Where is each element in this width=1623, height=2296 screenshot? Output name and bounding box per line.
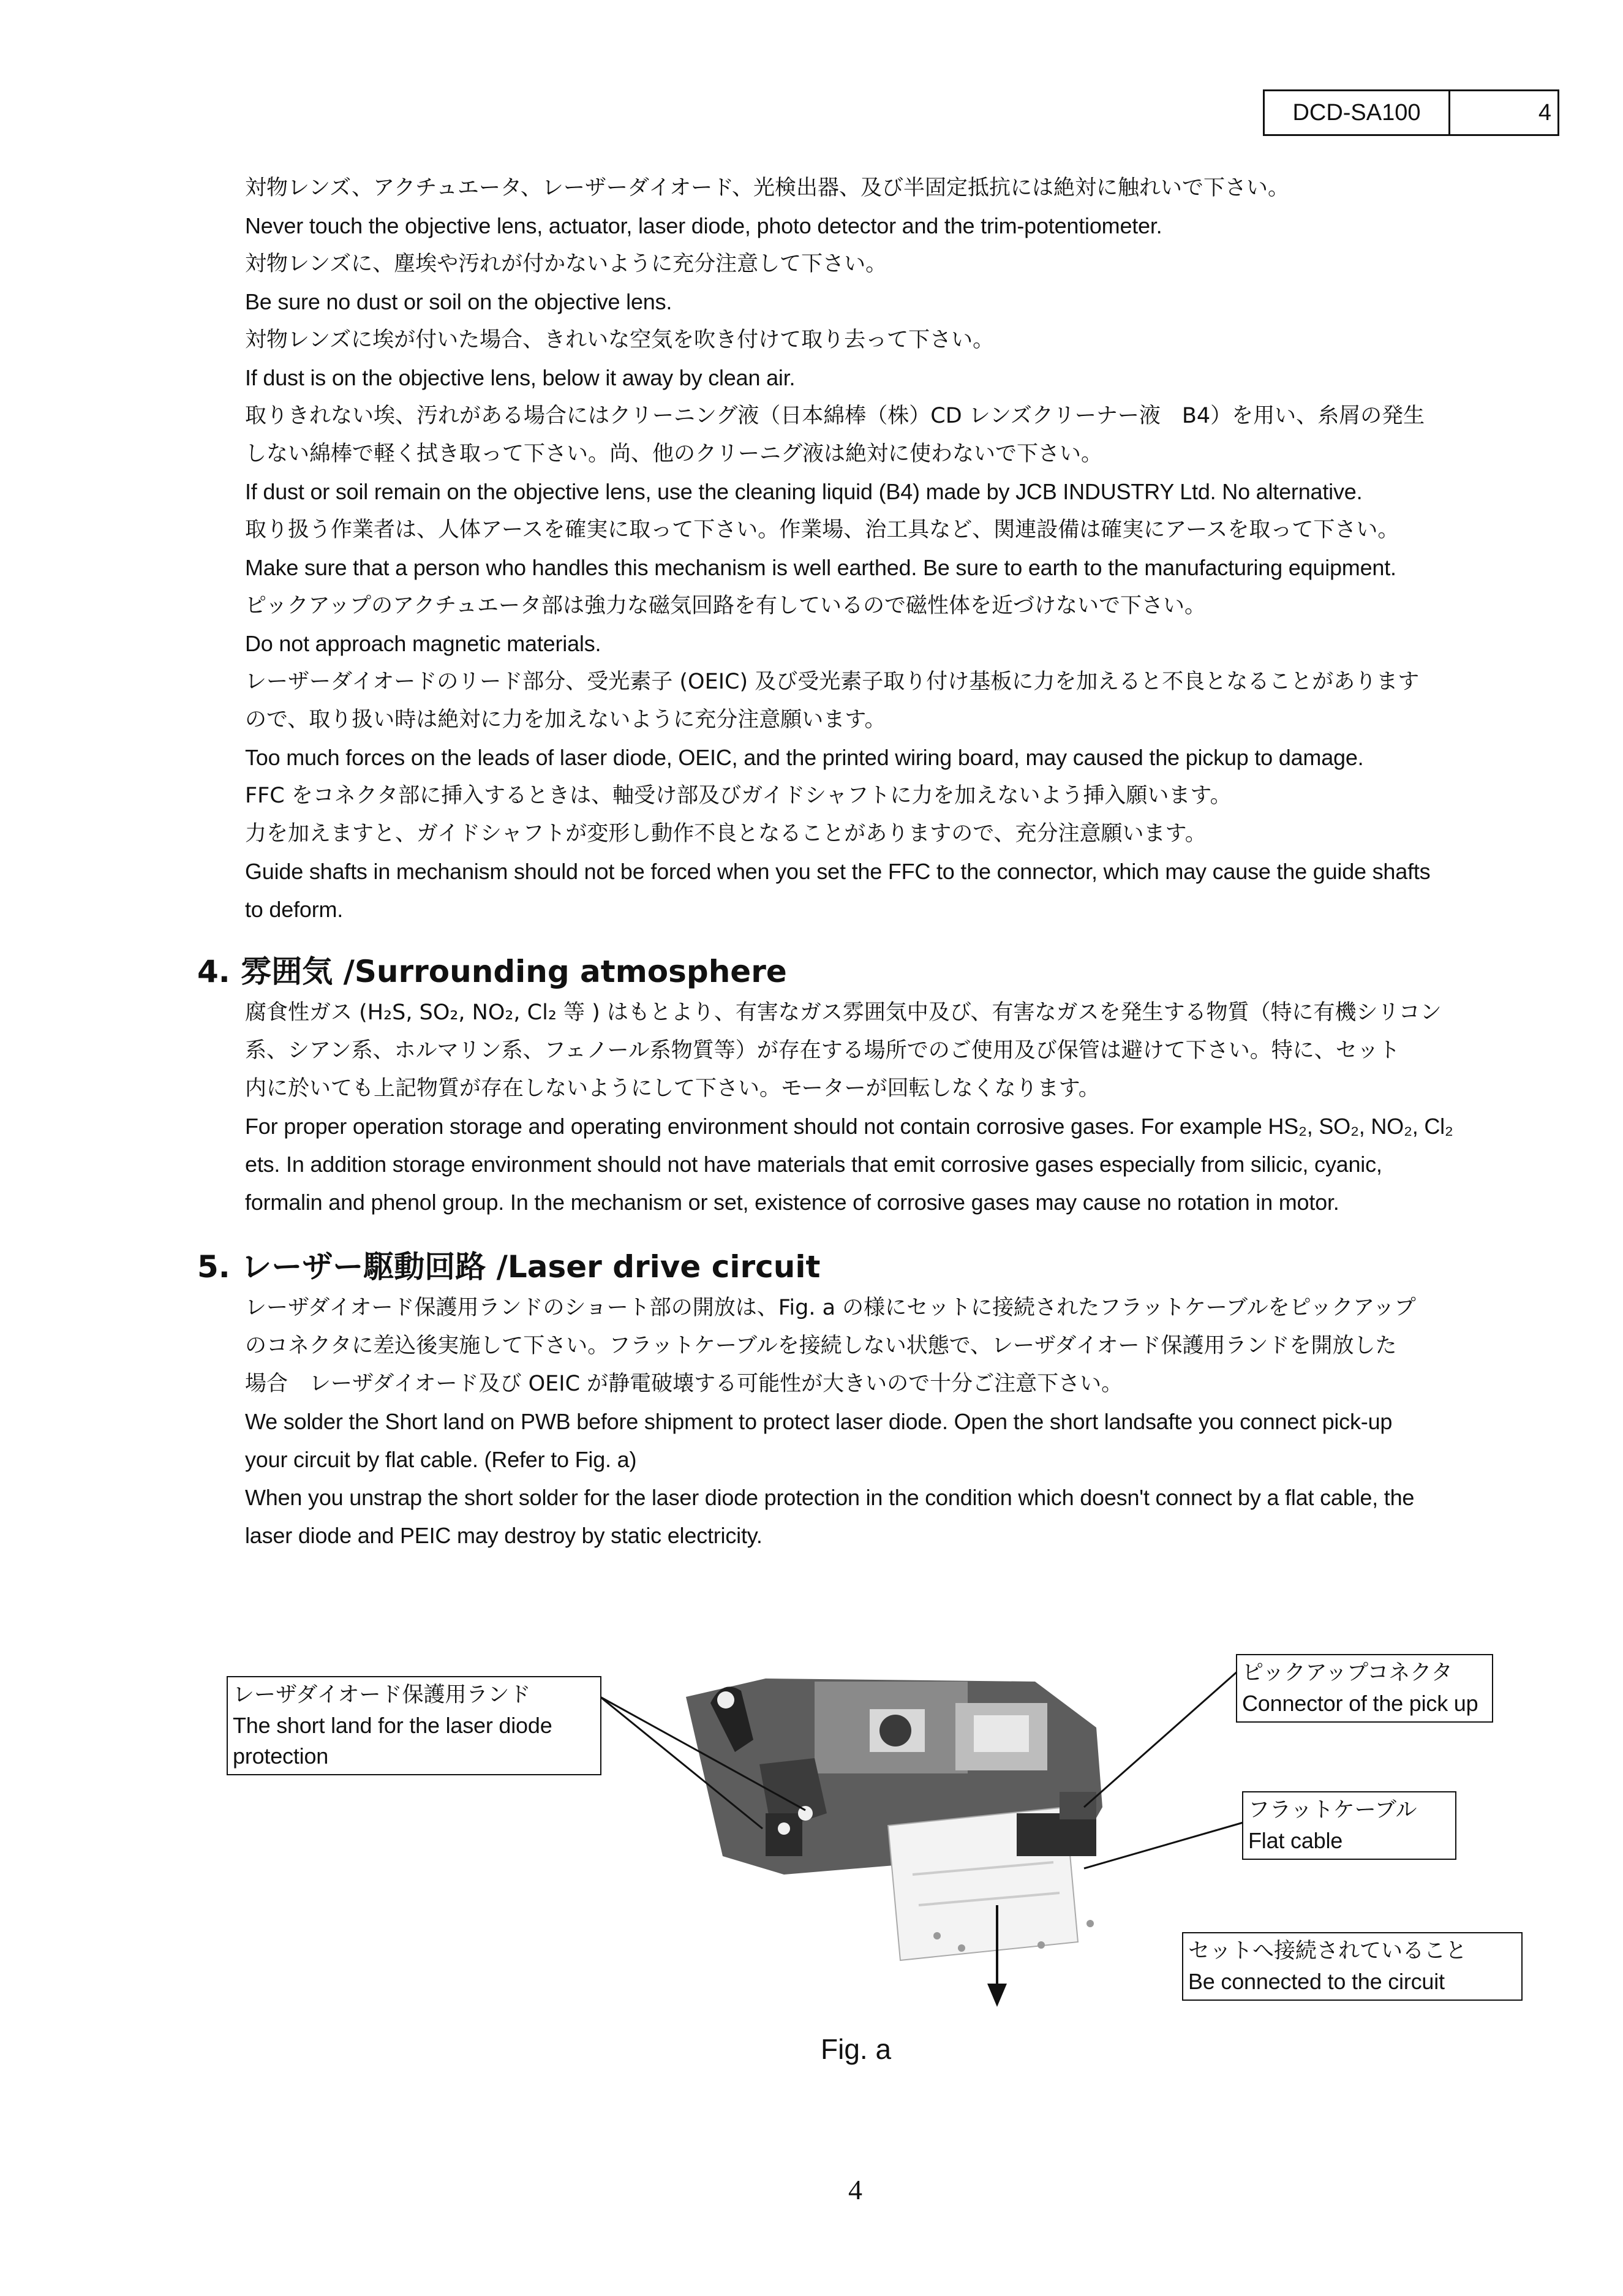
- intro-line: If dust is on the objective lens, below it away by clean air.: [245, 365, 796, 390]
- section-4-title: 4. 雰囲気 /Surrounding atmosphere: [197, 954, 787, 989]
- intro-line: If dust or soil remain on the objective lens, use the cleaning liquid (B4) made by JCB INDUSTRY Ltd. No alternative.: [245, 479, 1363, 504]
- intro-line: 対物レンズ、アクチュエータ、レーザーダイオード、光検出器、及び半固定抵抗には絶対に触れいで下さい。: [245, 176, 1290, 200]
- intro-line: Too much forces on the leads of laser diode, OEIC, and the printed wiring board, may caused the pickup to damage.: [245, 745, 1364, 770]
- section5-line: We solder the Short land on PWB before shipment to protect laser diode. Open the short landsafte you connect pick-up: [245, 1409, 1393, 1434]
- section4-line: ets. In addition storage environment should not have materials that emit corrosive gases especially from silicic, cyanic,: [245, 1152, 1382, 1177]
- intro-line: しない綿棒で軽く拭き取って下さい。尚、他のクリーニグ液は絶対に使わないで下さい。: [245, 442, 1103, 466]
- section5-line: のコネクタに差込後実施して下さい。フラットケーブルを接続しない状態で、レーザダイオード保護用ランドを開放した: [245, 1334, 1397, 1358]
- intro-line: 対物レンズに埃が付いた場合、きれいな空気を吹き付けて取り去って下さい。: [245, 328, 995, 352]
- intro-line: 取り扱う作業者は、人体アースを確実に取って下さい。作業場、治工具など、関連設備は確実にアースを取って下さい。: [245, 518, 1399, 542]
- section4-line: For proper operation storage and operating environment should not contain corrosive gases. For example HS₂, SO₂, NO₂, Cl₂: [245, 1114, 1453, 1139]
- section-5-title: 5. レーザー駆動回路 /Laser drive circuit: [197, 1249, 821, 1285]
- intro-line: Never touch the objective lens, actuator, laser diode, photo detector and the trim-potentiometer.: [245, 213, 1162, 238]
- intro-line: ので、取り扱い時は絶対に力を加えないように充分注意願います。: [245, 708, 886, 732]
- section4-line: 腐食性ガス (H₂S, SO₂, NO₂, Cl₂ 等 ) はもとより、有害なガス雰囲気中及び、有害なガスを発生する物質（特に有機シリコン: [245, 1000, 1442, 1025]
- section5-line: When you unstrap the short solder for the laser diode protection in the condition which doesn't connect by a flat cable, the: [245, 1485, 1415, 1510]
- section5-line: laser diode and PEIC may destroy by static electricity.: [245, 1523, 763, 1548]
- intro-line: 力を加えますと、ガイドシャフトが変形し動作不良となることがありますので、充分注意願います。: [245, 821, 1207, 846]
- section5-line: your circuit by flat cable. (Refer to Fig. a): [245, 1447, 637, 1472]
- intro-line: 対物レンズに、塵埃や汚れが付かないように充分注意して下さい。: [245, 252, 887, 276]
- pickup-mechanism-illustration: [686, 1679, 1102, 1960]
- intro-line: レーザーダイオードのリード部分、受光素子 (OEIC) 及び受光素子取り付け基板に力を加えると不良となることがあります: [245, 670, 1420, 694]
- intro-line: Be sure no dust or soil on the objective lens.: [245, 289, 672, 314]
- header-page-number: 4: [1538, 99, 1551, 126]
- intro-line: Do not approach magnetic materials.: [245, 631, 601, 656]
- label-short-land: レーザダイオード保護用ランド The short land for the laser diode protection: [227, 1676, 601, 1775]
- section4-line: 内に於いても上記物質が存在しないようにして下さい。モーターが回転しなくなります。: [245, 1076, 1100, 1101]
- intro-line: to deform.: [245, 897, 344, 922]
- intro-line: ピックアップのアクチュエータ部は強力な磁気回路を有しているので磁性体を近づけないで下さい。: [245, 594, 1207, 618]
- label-connector: ピックアップコネクタ Connector of the pick up: [1236, 1654, 1493, 1723]
- intro-line: FFC をコネクタ部に挿入するときは、軸受け部及びガイドシャフトに力を加えないよう挿入願います。: [245, 784, 1232, 808]
- figure-caption: Fig. a: [821, 2033, 892, 2065]
- intro-line: Make sure that a person who handles this mechanism is well earthed. Be sure to earth to the manufacturing equipment.: [245, 555, 1396, 580]
- section5-line: 場合 レーザダイオード及び OEIC が静電破壊する可能性が大きいので十分ご注意下さい。: [245, 1372, 1123, 1396]
- label-flat-cable: フラットケーブル Flat cable: [1242, 1791, 1456, 1860]
- footer-page-number: 4: [848, 2174, 862, 2205]
- section4-line: formalin and phenol group. In the mechanism or set, existence of corrosive gases may cause no rotation in motor.: [245, 1190, 1339, 1215]
- intro-line: 取りきれない埃、汚れがある場合にはクリーニング液（日本綿棒（株）CD レンズクリーナー液 B4）を用い、糸屑の発生: [245, 404, 1425, 428]
- section5-line: レーザダイオード保護用ランドのショート部の開放は、Fig. a の様にセットに接続されたフラットケーブルをピックアップ: [245, 1296, 1416, 1320]
- section4-line: 系、シアン系、ホルマリン系、フェノール系物質等）が存在する場所でのご使用及び保管は避けて下さい。特に、セット: [245, 1038, 1400, 1063]
- intro-line: Guide shafts in mechanism should not be forced when you set the FFC to the connector, which may cause the guide shafts: [245, 859, 1431, 884]
- model-number: DCD-SA100: [1265, 91, 1450, 134]
- label-connect-circuit: セットへ接続されていること Be connected to the circuit: [1182, 1932, 1523, 2001]
